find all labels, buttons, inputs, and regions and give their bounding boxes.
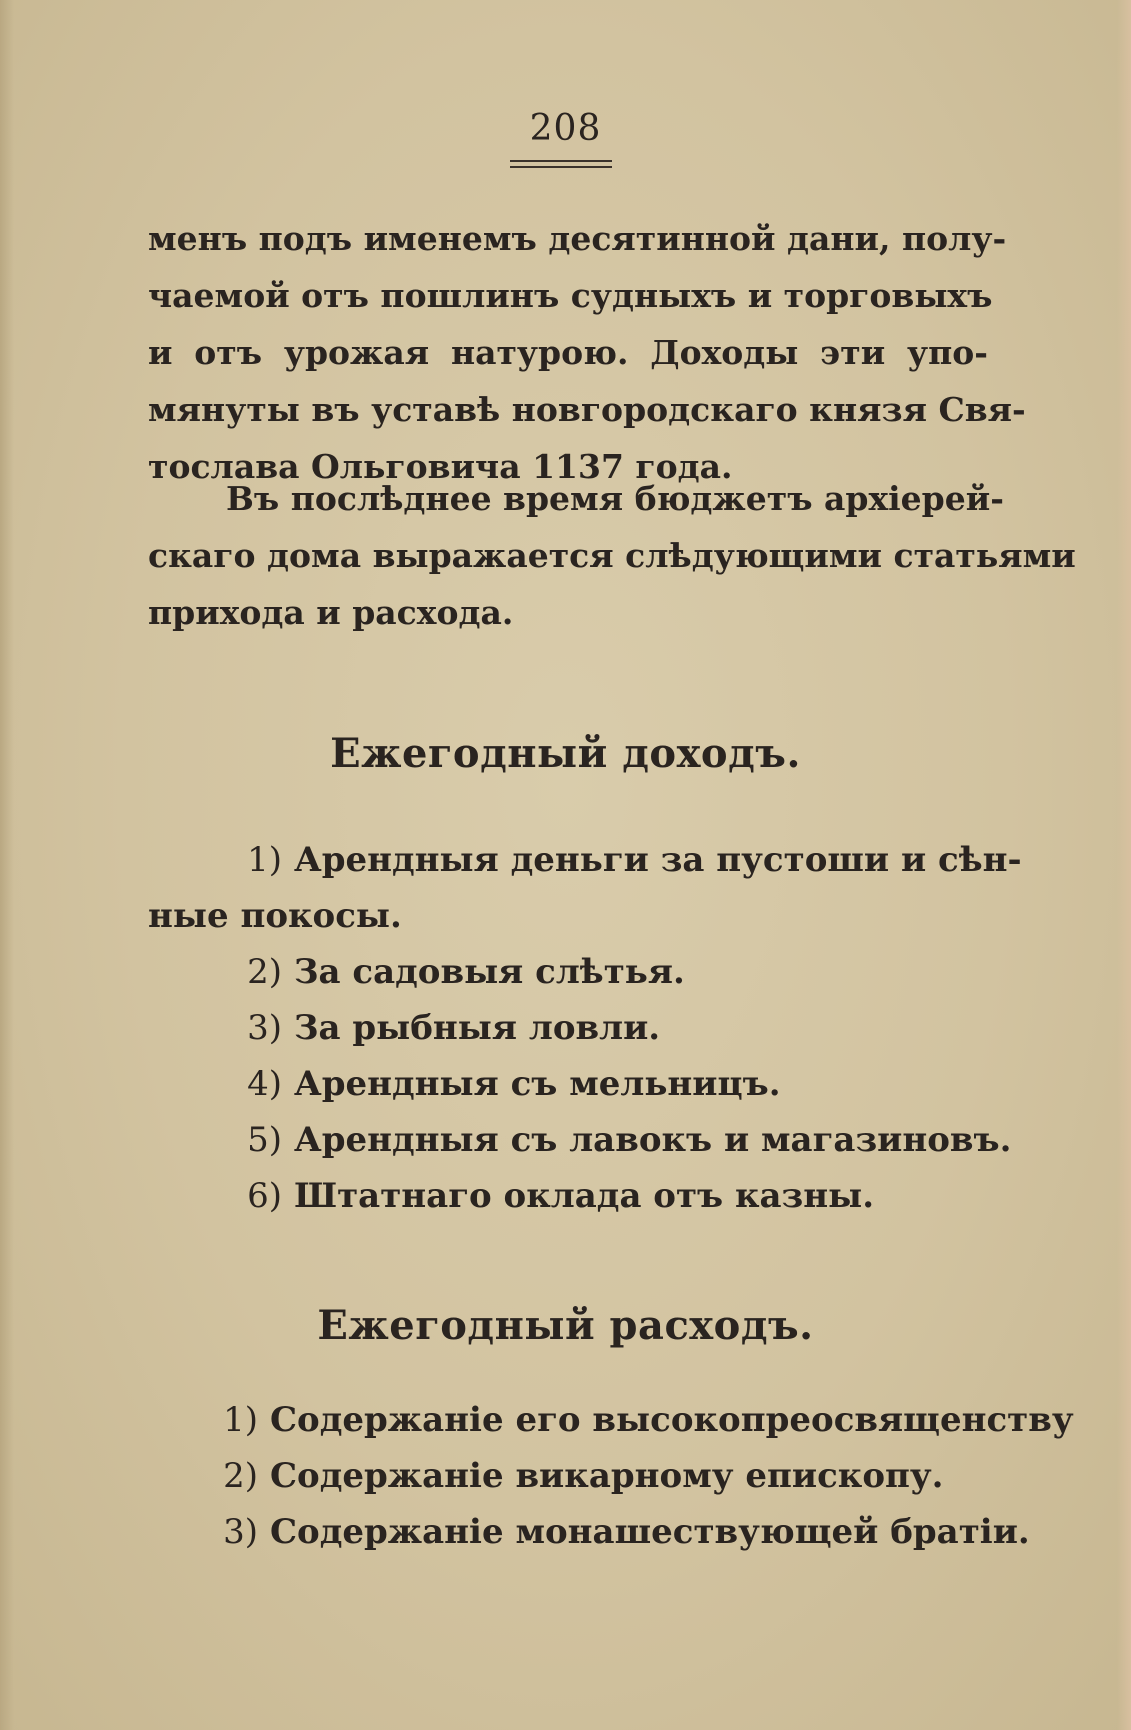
list-item-text: Арендныя съ мельницъ. <box>294 1064 781 1104</box>
list-item-text: Арендныя деньги за пустоши и сѣн- <box>294 840 1022 880</box>
text-line: скаго дома выражается слѣдующими статьями <box>148 536 1076 575</box>
page-edge-right <box>1117 0 1131 1730</box>
list-item <box>148 1056 988 1112</box>
text-line: менъ подъ именемъ десятинной дани, полу- <box>148 219 1007 258</box>
page-number-rule-top <box>510 160 612 162</box>
text-line: мянуты въ уставѣ новгородскаго князя Свя- <box>148 390 1026 429</box>
list-item-text: За садовыя слѣтья. <box>294 952 685 992</box>
list-item-text: За рыбныя ловли. <box>294 1008 661 1048</box>
list-item-continuation: ные покосы. <box>148 896 402 936</box>
list-item <box>148 1000 988 1056</box>
page-number: 208 <box>529 108 602 149</box>
paragraph-budget-intro <box>148 470 1076 641</box>
list-item-number: 2) <box>223 1456 258 1496</box>
list-item <box>148 944 988 1000</box>
list-item-text: Содержаніе монашествующей братіи. <box>270 1512 1030 1552</box>
text-line: чаемой отъ пошлинъ судныхъ и торговыхъ <box>148 276 993 315</box>
list-item <box>148 1168 988 1224</box>
text-line: тослава Ольговича 1137 года. <box>148 447 733 486</box>
list-item-number: 6) <box>247 1176 282 1216</box>
text-line: прихода и расхода. <box>148 593 514 632</box>
expense-heading: Ежегодный расходъ. <box>317 1302 814 1349</box>
income-list <box>148 832 1022 1224</box>
list-item <box>148 1504 1030 1560</box>
list-item-text: Содержаніе его высокопреосвященству <box>270 1400 1074 1440</box>
list-item-text: Штатнаго оклада отъ казны. <box>294 1176 875 1216</box>
list-item-text: Арендныя съ лавокъ и магазиновъ. <box>294 1120 1012 1160</box>
list-item <box>148 1392 1074 1448</box>
page-edge-left <box>0 0 14 1730</box>
list-item-number: 4) <box>247 1064 282 1104</box>
income-heading: Ежегодный доходъ. <box>330 730 801 777</box>
text-line: Въ послѣднее время бюджетъ архіерей- <box>226 479 1004 518</box>
list-item-number: 2) <box>247 952 282 992</box>
paragraph-continuation <box>148 210 1026 495</box>
list-item-number: 5) <box>247 1120 282 1160</box>
list-item <box>148 832 1022 888</box>
text-line: и отъ урожая натурою. Доходы эти упо- <box>148 333 988 372</box>
list-item-number: 3) <box>223 1512 258 1552</box>
list-item <box>148 1448 988 1504</box>
list-item-number: 1) <box>223 1400 258 1440</box>
page-number-rule-bottom <box>510 166 612 168</box>
expense-list <box>148 1392 1074 1560</box>
list-item <box>148 1112 1012 1168</box>
list-item-number: 3) <box>247 1008 282 1048</box>
list-item-text: Содержаніе викарному епископу. <box>270 1456 944 1496</box>
list-item-number: 1) <box>247 840 282 880</box>
